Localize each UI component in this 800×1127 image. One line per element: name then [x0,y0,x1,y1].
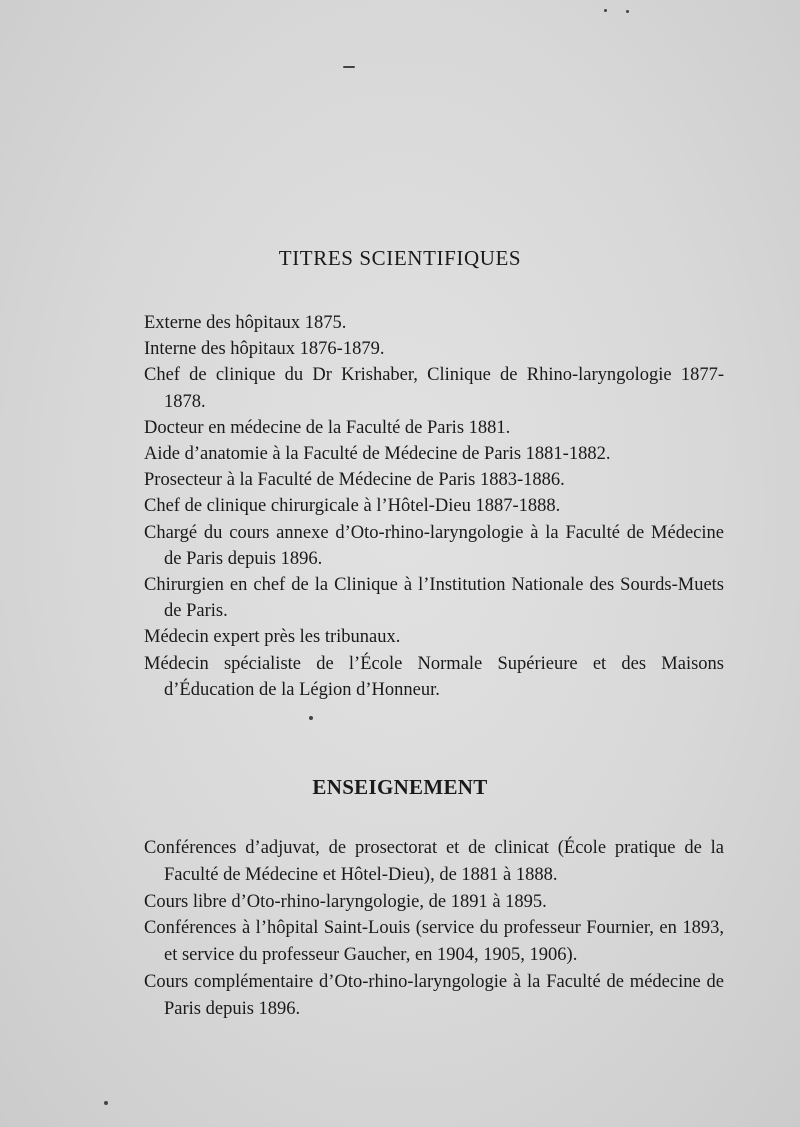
ink-speck [104,1101,108,1105]
ink-speck [604,9,607,12]
list-item: Aide d’anatomie à la Faculté de Médecine de Paris 1881-1882. [144,444,611,465]
ink-speck [343,66,355,68]
ink-speck [626,10,629,13]
list-item: Cours complémentaire d’Oto-rhino-laryngologie à la Faculté de médecine de Paris depuis 1896. [144,971,724,1019]
list-item: Conférences à l’hôpital Saint-Louis (service du professeur Fournier, en 1893, et service du professeur Gaucher, en 1904, 1905, 1906). [144,918,724,966]
list-item: Conférences d’adjuvat, de prosectorat et de clinicat (École pratique de la Faculté de Médecine et Hôtel-Dieu), de 1881 à 1888. [144,838,724,885]
list-item: Chef de clinique chirurgicale à l’Hôtel-Dieu 1887-1888. [144,496,561,517]
list-item: Cours libre d’Oto-rhino-laryngologie, de 1891 à 1895. [144,891,547,912]
ink-speck [309,716,313,720]
list-item: Chargé du cours annexe d’Oto-rhino-laryngologie à la Faculté de Médecine de Paris depuis 1896. [144,522,724,569]
list-item: Prosecteur à la Faculté de Médecine de Paris 1883-1886. [144,470,565,491]
section-heading-titres-scientifiques: TITRES SCIENTIFIQUES [278,246,522,270]
list-item: Chef de clinique du Dr Krishaber, Clinique de Rhino-laryngologie 1877-1878. [144,365,724,412]
titres-list [144,310,724,703]
list-item: Chirurgien en chef de la Clinique à l’Institution Nationale des Sourds-Muets de Paris. [144,575,724,622]
enseignement-list [144,835,724,1023]
list-item: Médecin expert près les tribunaux. [144,627,401,648]
list-item: Interne des hôpitaux 1876-1879. [144,339,385,360]
list-item: Externe des hôpitaux 1875. [144,313,347,333]
list-item: Médecin spécialiste de l’École Normale Supérieure et des Maisons d’Éducation de la Légion d’Honneur. [144,653,724,700]
list-item: Docteur en médecine de la Faculté de Paris 1881. [144,417,511,438]
section-heading-enseignement: ENSEIGNEMENT [312,775,488,799]
